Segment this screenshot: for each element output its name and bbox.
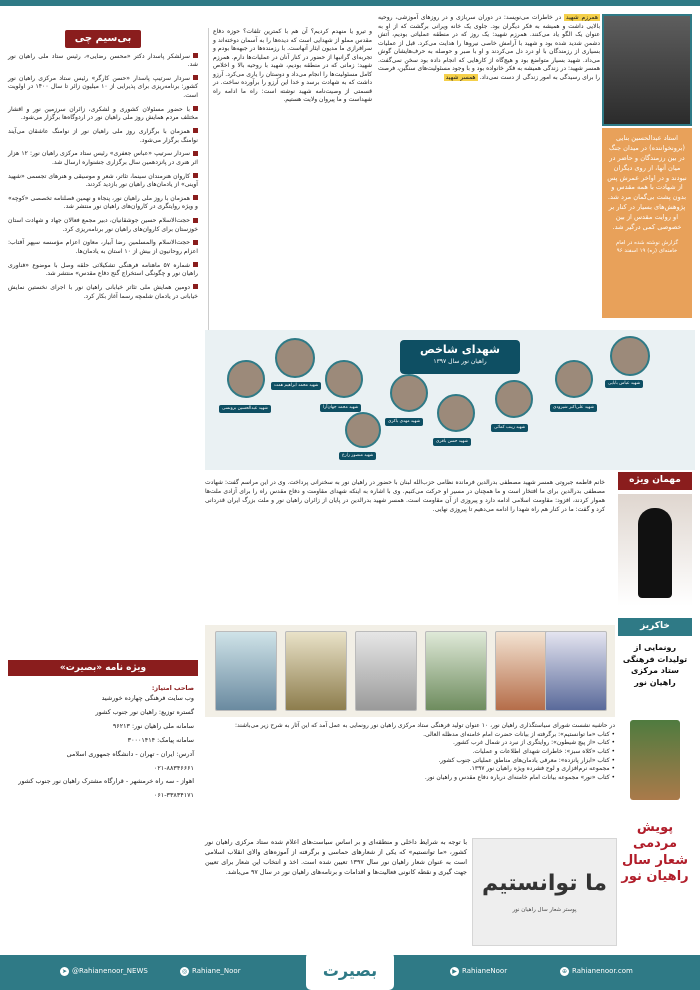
martyr-label: شهید حسن باقری xyxy=(433,438,471,446)
slogan-image-text: ما توانستیم xyxy=(482,871,607,896)
bullet-icon xyxy=(193,106,198,111)
news-item-text: با حضور مسئولان کشوری و لشکری، زائران سرزمین نور و اقشار مختلف مردم همایش روز ملی راهیان نور در اردوگاه‌ها برگزار می‌شود. xyxy=(8,105,198,122)
martyrs-subtitle: راهیان نور سال ۱۳۹۷ xyxy=(433,357,487,365)
books-list-item: • کتاب «از پیچ شیطون»: روایتگری از نبرد در شمال غرب کشور. xyxy=(453,739,615,747)
book-cover xyxy=(285,631,347,711)
bullet-icon xyxy=(193,284,198,289)
portrait-caption xyxy=(602,128,692,318)
bullet-icon xyxy=(193,75,198,80)
news-column xyxy=(8,30,198,650)
basirat-logo: بصیرت xyxy=(306,952,394,990)
news-item xyxy=(8,173,198,190)
telegram-text: @Rahianenoor_NEWS xyxy=(72,967,148,975)
bullet-icon xyxy=(193,151,198,156)
news-item-text: سرلشکر پاسدار دکتر «محسن رضایی»، رئیس ستاد ملی راهیان نور شد. xyxy=(8,52,198,69)
globe-icon: ⊕ xyxy=(561,968,568,976)
colophon-line: سامانه ملی راهیان نور: ۹۶۲۱۳ xyxy=(112,721,194,730)
aparat-icon: ▶ xyxy=(450,967,459,976)
telegram-link[interactable] xyxy=(60,967,148,976)
top-bar xyxy=(0,0,700,6)
news-item xyxy=(8,53,198,70)
martyr-photo xyxy=(610,336,650,376)
news-item-text: شماره ۵۷ ماهنامه فرهنگی تشکیلاتی حلقه وصل با موضوع «فناوری راهیان نور و چگونگی استخراج گنج دفاع مقدس» منتشر شد. xyxy=(8,261,198,278)
bullet-icon xyxy=(193,218,198,223)
guest-title: مهمان ویژه xyxy=(618,472,692,490)
book-cover xyxy=(215,631,277,711)
martyr-portrait xyxy=(602,14,692,126)
book-cover xyxy=(355,631,417,711)
portrait-footer: گزارش نوشته شده در امام خامنه‌ای (ره) ۱۹ اسفند ۹۶ xyxy=(615,239,679,255)
bullet-icon xyxy=(193,262,198,267)
owner-label: صاحب امتیاز: xyxy=(151,684,194,692)
news-list xyxy=(8,53,198,302)
martyr-photo xyxy=(390,374,428,412)
news-item xyxy=(8,217,198,234)
martyr-photo xyxy=(437,394,475,432)
news-item-text: سردار سرتیپ پاسدار «حسن کارگر» رئیس ستاد مرکزی راهیان نور کشور: برنامه‌ریزی برای پذیرایی از ۱۰ میلیون زائر تا سال ۱۴۰۰ در اولویت است. xyxy=(8,74,198,100)
slogan-red: پویش مردمی شعار سال راهیان نور xyxy=(621,820,689,884)
news-item-text: همزمان با روز ملی راهیان نور، پنجاه و نهمین فصلنامه تخصصی «کوچه» و ویژه روایتگری در کاروان‌های راهیان نور منتشر شد. xyxy=(8,194,198,211)
portrait-caption-text: استاد عبدالحسین بنایی (برونخواننده) در میدان جنگ در بین رزمندگان و حاضر در میان آنها، از روی دیگران نبودند و در اواخر عمرش پس از شهادت با همه مقدس و بدون پشت بی‌گمان مرد شد. پژوهش‌های بسیار در کنار بر او روایت مقدس از بین خصوصی کمی درگیر شد. xyxy=(607,134,687,232)
bullet-icon xyxy=(193,53,198,58)
news-item xyxy=(8,239,198,256)
news-item-text: کاروان هنرمندان سینما، تئاتر، شعر و موسیقی و هنرهای تجسمی «شهید آوینی» از یادمان‌های راهیان نور بازدید کردند. xyxy=(8,172,198,189)
books-title: خاکریز xyxy=(618,618,692,636)
instagram-icon: ◎ xyxy=(181,968,188,976)
news-title: بی‌سیم چی xyxy=(65,30,141,48)
martyr-photo xyxy=(495,380,533,418)
telegram-icon: ➤ xyxy=(61,968,68,976)
colophon-line: آدرس: ایران - تهران - دانشگاه جمهوری اسلامی xyxy=(66,749,194,758)
news-item xyxy=(8,128,198,145)
books-list-item: • مجموعه نرم‌افزاری و لوح فشرده ویژه راهیان نور ۱۳۹۷. xyxy=(469,765,615,773)
martyr-label: شهید مهدی باکری xyxy=(385,418,423,426)
martyrs-heading: شهدای شاخص xyxy=(420,343,500,356)
colophon-line: ۰۲۱-۸۸۳۴۶۶۶۱ xyxy=(153,763,194,772)
colophon-line: گستره توزیع: راهیان نور جنوب کشور xyxy=(95,707,194,716)
martyr-label: شهید زینب کمائی xyxy=(491,424,528,432)
editorial-right xyxy=(378,14,600,324)
guest-photo xyxy=(618,494,692,606)
bullet-icon xyxy=(193,195,198,200)
martyrs-title xyxy=(400,340,520,374)
martyr-label: شهید عبدالحسین برونسی xyxy=(219,405,271,413)
bullet-icon xyxy=(193,128,198,133)
highlight-1: همرزم شهید xyxy=(565,14,598,21)
news-item xyxy=(8,195,198,212)
guest-text: خانم فاطمه جبروتی همسر شهید مصطفی بدرالدین فرمانده نظامی حزب‌الله لبنان با حضور در راهیان نور به سخنرانی پرداخت. وی در این مراسم گفت: شهادت مصطفی بدرالدین برای ما افتخار است و ما همچنان در مسیر او حرکت می‌کنیم. وی با اشاره به اینکه شهدای مقاومت و دفاع مقدس راه را برای آزادی ملت‌ها هموار کردند، افزود: مقاومت اسلامی ادامه دارد و پیروزی از آن مقاومت است. همسر شهید بدرالدین در پایان از زائران راهیان نور و ملت بزرگ ایران قدردانی کرد و گفت: ما در کنار هم راه شهدا را ادامه می‌دهیم تا پیروزی نهایی. xyxy=(205,479,605,513)
highlight-2: همسر شهید xyxy=(445,73,476,81)
editorial-right-text: در خاطرات می‌نویسد: در دوران سربازی و در روزهای آموزشی، روحیه بالایی داشت و همیشه به فکر دیگران بود. جلوی یک خانه ویرانی برگشت که از او به عنوان یک الگو یاد می‌کنند. همرزم شهید: یک روز که در منطقه عملیاتی بودیم، آتش دشمن شدید شده بود و شهید با آرامش خاصی نیروها را هدایت می‌کرد. قبل از عملیات بسیاری از رزمندگان با او درد دل می‌کردند و او با صبر و حوصله به حرف‌هایشان گوش می‌داد. شهید بسیار متواضع بود و هیچ‌گاه از کارهایی که انجام داده بود سخن نمی‌گفت. همسر شهید: در زندگی همیشه به فکر خانواده بود و با وجود مسئولیت‌های سنگین، فرصت را برای رسیدگی به امور زندگی از دست نمی‌داد. xyxy=(378,14,600,81)
colophon-lines xyxy=(12,708,194,801)
news-item xyxy=(8,284,198,301)
news-item xyxy=(8,106,198,123)
colophon-line: اهواز - سه راه خرمشهر - قرارگاه مشترک راهیان نور جنوب کشور xyxy=(18,777,194,786)
colophon-line: سامانه پیامک: ۳۰۰۰۱۴۱۴ xyxy=(127,735,194,744)
slogan-caption: پوستر شعار سال راهیان نور xyxy=(512,906,577,913)
martyr-photo xyxy=(275,338,315,378)
books-list-item: • کتاب «ابزار پانزده»: معرفی یادمان‌های مناطق عملیاتی جنوب کشور. xyxy=(438,756,615,764)
books-list-item: • کتاب «کلاه سبز»: خاطرات شهدای اطلاعات و عملیات. xyxy=(472,748,615,756)
martyr-label: شهید منصور زارع xyxy=(339,452,376,460)
news-item-text: دومین همایش ملی تئاتر خیابانی راهیان نور با اجرای نخستین نمایش خیابانی در یادمان شلمچه رسما آغاز بکار کرد. xyxy=(8,283,198,300)
instagram-link[interactable] xyxy=(180,967,241,976)
instagram-text: Rahiane_Noor xyxy=(192,967,241,975)
bullet-icon xyxy=(193,173,198,178)
slogan-poster xyxy=(472,838,617,946)
books-photo xyxy=(205,625,615,717)
books-icon xyxy=(630,720,680,800)
slogan-text: با توجه به شرایط داخلی و منطقه‌ای و بر اساس سیاست‌های اعلام شده ستاد مرکزی راهیان نور کشور، «ما توانستیم» که یکی از شعارهای حماسی و برگرفته از آموزه‌های والای انقلاب اسلامی است به عنوان شعار راهیان نور سال ۱۳۹۷ تعیین شده است. اخذ و انتخاب این شعار برای تعیین جهت گیری و نقطه کانونی فعالیت‌ها و اقدامات و برنامه‌های راهیان نور در سال ۹۷ می‌باشد. xyxy=(205,838,468,876)
book-cover xyxy=(545,631,607,711)
website-link[interactable] xyxy=(560,967,633,976)
news-item xyxy=(8,150,198,167)
news-item-text: همزمان با برگزاری روز ملی راهیان نور از نوامنگ عاشقان می‌آیند نوامنگ برگزار می‌شود. xyxy=(8,127,198,144)
news-item xyxy=(8,75,198,101)
martyr-photo xyxy=(555,360,593,398)
books-list-item: • کتاب «ما توانستیم»: برگرفته از بیانات حضرت امام خامنه‌ای مدظله العالی. xyxy=(423,730,615,738)
aparat-link[interactable] xyxy=(450,967,507,976)
books-subtitle: رونمایی از تولیدات فرهنگی ستاد مرکزی راهیان نور xyxy=(622,643,688,687)
martyr-label: شهید محمد ابراهیم همت xyxy=(271,382,321,390)
books-list-item: • کتاب «نور» مجموعه بیانات امام خامنه‌ای درباره دفاع مقدس و راهیان نور. xyxy=(424,774,615,782)
news-item xyxy=(8,262,198,279)
book-cover xyxy=(425,631,487,711)
colophon-title: ویژه نامه «بصیرت» xyxy=(8,660,198,676)
martyr-photo xyxy=(345,412,381,448)
martyr-label: شهید محمد جهان‌آرا xyxy=(320,404,361,412)
books-list xyxy=(205,722,615,830)
colophon-line: ۰۶۱-۳۳۸۳۴۱۷۱ xyxy=(153,791,194,800)
bullet-icon xyxy=(193,240,198,245)
colophon xyxy=(8,680,198,940)
martyr-photo xyxy=(227,360,265,398)
martyr-label: شهید عباس بابایی xyxy=(605,380,643,388)
news-item-text: حجت‌الاسلام والمسلمین رضا آبیار، معاون اعزام مؤسسه سپهر آفتاب: اعزام روحانیون از بیش از ۱۰ استان به یادمان‌ها. xyxy=(8,239,198,256)
martyr-label: شهید علی‌اکبر شیرودی xyxy=(550,404,597,412)
books-list-item: در حاشیه نشست شورای سیاستگذاری راهیان نور، ۱۰ عنوان تولید فرهنگی ستاد مرکزی راهیان نور رونمایی به عمل آمد که این آثار به شرح زیر می‌باشند: xyxy=(235,722,615,729)
owner: وب سایت فرهنگی چهارده خورشید xyxy=(101,693,194,702)
website-text: Rahianenoor.com xyxy=(572,967,633,975)
news-item-text: سردار سرتیپ «عباس جعفری» رئیس ستاد مرکزی راهیان نور: ۱۲ هزار اثر هنری در پانزدهمین سال برگزاری جشنواره ارسال شد. xyxy=(8,150,198,166)
aparat-text: RahianeNoor xyxy=(462,967,508,975)
news-item-text: حجت‌الاسلام حسین جوشقانیان، دبیر مجمع فعالان جهاد و شهادت استان خوزستان برای کاروان‌های راهیان نور برنامه‌ریزی کرد. xyxy=(8,217,198,233)
editorial-middle: و تیرو یا منهدم کردیم؟ آن هم با کمترین تلفات؟ حوزه دفاع مقدس مملو از شهدایی است که دیده‌ها را به آسمان دوخته‌اند و سرافرازی ما مدیون ایثار آنهاست. با رزمنده‌ها در جبهه‌ها بودم و تجربه‌ای گرانبها از حضور در کنار آنان در عملیات‌ها دارم. همرزم شهید: زمانی که در منطقه بودیم، شهید با روحیه بالا و اخلاص کامل مسئولیت‌ها را انجام می‌داد و دوستان را یاری می‌کرد. آرزو داشت که به شهادت برسد و خدا این آرزو را برآورده ساخت. در قسمتی از وصیت‌نامه شهید نوشته است: راه ما ادامه راه شهداست و ما پیروان ولایت هستیم. xyxy=(208,28,372,338)
martyr-photo xyxy=(325,360,363,398)
